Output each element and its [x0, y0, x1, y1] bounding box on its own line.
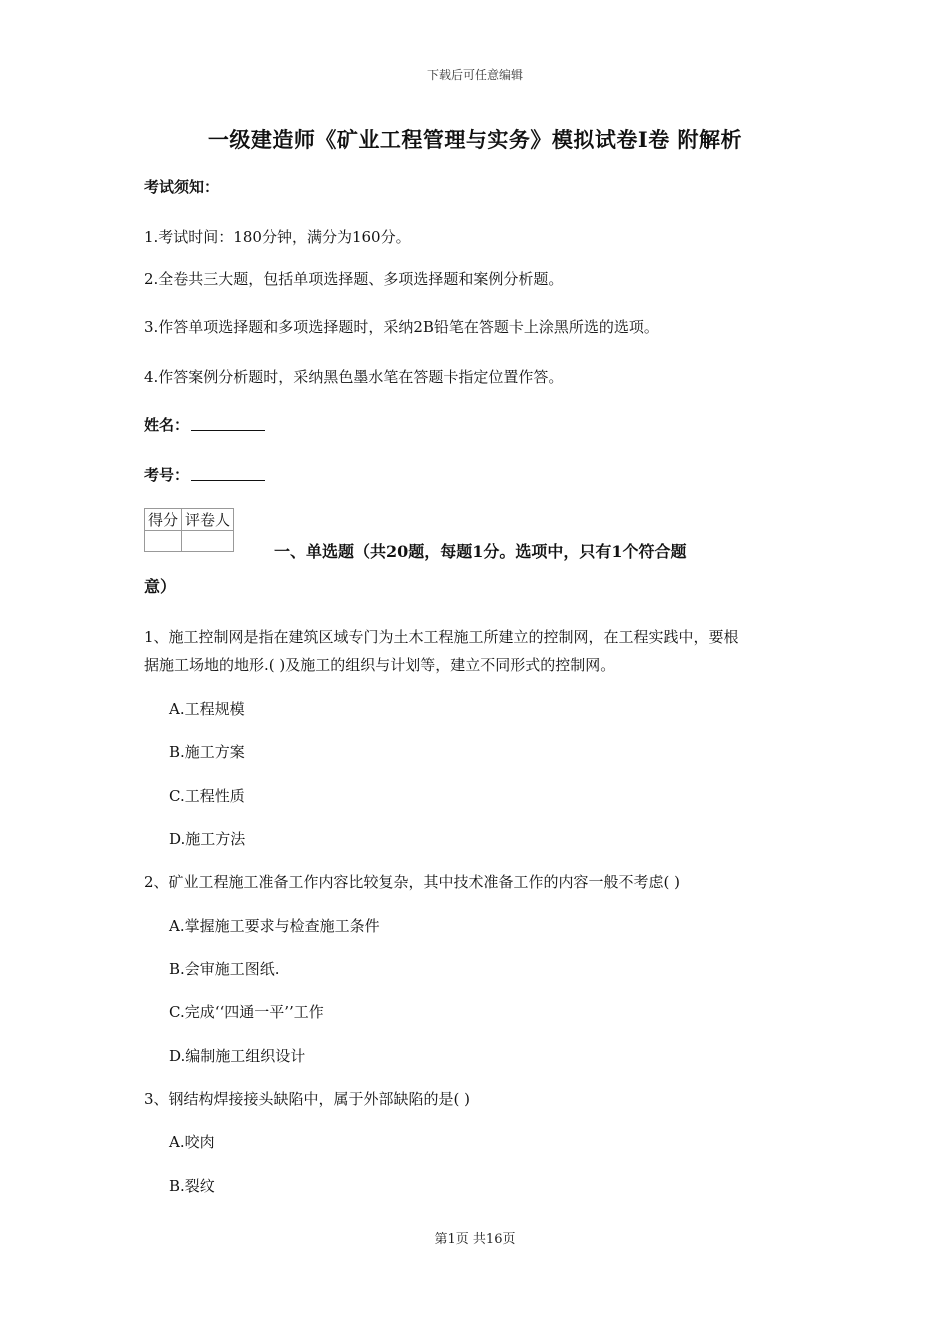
document-title: 一级建造师《矿业工程管理与实务》模拟试卷I卷 附解析: [207, 127, 743, 152]
name-label: 姓名：: [144, 416, 190, 434]
section-heading: 一、单选题（共20题，每题1分。选项中，只有1个符合题: [274, 542, 687, 561]
name-field: [144, 414, 265, 435]
id-label: 考号：: [144, 466, 190, 484]
score-cell: [145, 531, 182, 552]
section-heading-cont: 意）: [144, 577, 177, 596]
question-stem: 1、施工控制网是指在建筑区域专门为土木工程施工所建立的控制网，在工程实践中，要根: [144, 628, 739, 646]
option: C.工程性质: [169, 787, 245, 805]
question-stem: 3、钢结构焊接接头缺陷中，属于外部缺陷的是( ): [144, 1090, 471, 1108]
page-header: 下载后可任意编辑: [426, 68, 523, 82]
option: B.会审施工图纸.: [169, 960, 280, 978]
id-field: [144, 464, 265, 485]
question-stem-cont: 据施工场地的地形.( )及施工的组织与计划等，建立不同形式的控制网。: [144, 656, 616, 674]
grader-header: 评卷人: [182, 509, 234, 531]
id-blank-line: [191, 466, 265, 481]
score-header: 得分: [145, 509, 182, 531]
option: A.咬肉: [169, 1133, 215, 1151]
question-stem: 2、矿业工程施工准备工作内容比较复杂，其中技术准备工作的内容一般不考虑( ): [144, 873, 681, 891]
grader-cell: [182, 531, 234, 552]
notice-item: 1.考试时间：180分钟，满分为160分。: [144, 228, 411, 246]
option: D.施工方法: [169, 830, 246, 848]
option: C.完成‘‘四通一平’’工作: [169, 1003, 324, 1021]
page-footer: 第1页 共16页: [434, 1232, 516, 1247]
name-blank-line: [191, 416, 265, 431]
option: A.工程规模: [169, 700, 245, 718]
score-table: [144, 508, 234, 552]
notice-heading: 考试须知：: [144, 178, 220, 196]
option: B.裂纹: [169, 1177, 215, 1195]
option: B.施工方案: [169, 743, 245, 761]
option: D.编制施工组织设计: [169, 1047, 306, 1065]
notice-item: 4.作答案例分析题时，采纳黑色墨水笔在答题卡指定位置作答。: [144, 368, 564, 386]
option: A.掌握施工要求与检查施工条件: [169, 917, 380, 935]
notice-item: 3.作答单项选择题和多项选择题时，采纳2B铅笔在答题卡上涂黑所选的选项。: [144, 318, 659, 336]
notice-item: 2.全卷共三大题，包括单项选择题、多项选择题和案例分析题。: [144, 270, 564, 288]
